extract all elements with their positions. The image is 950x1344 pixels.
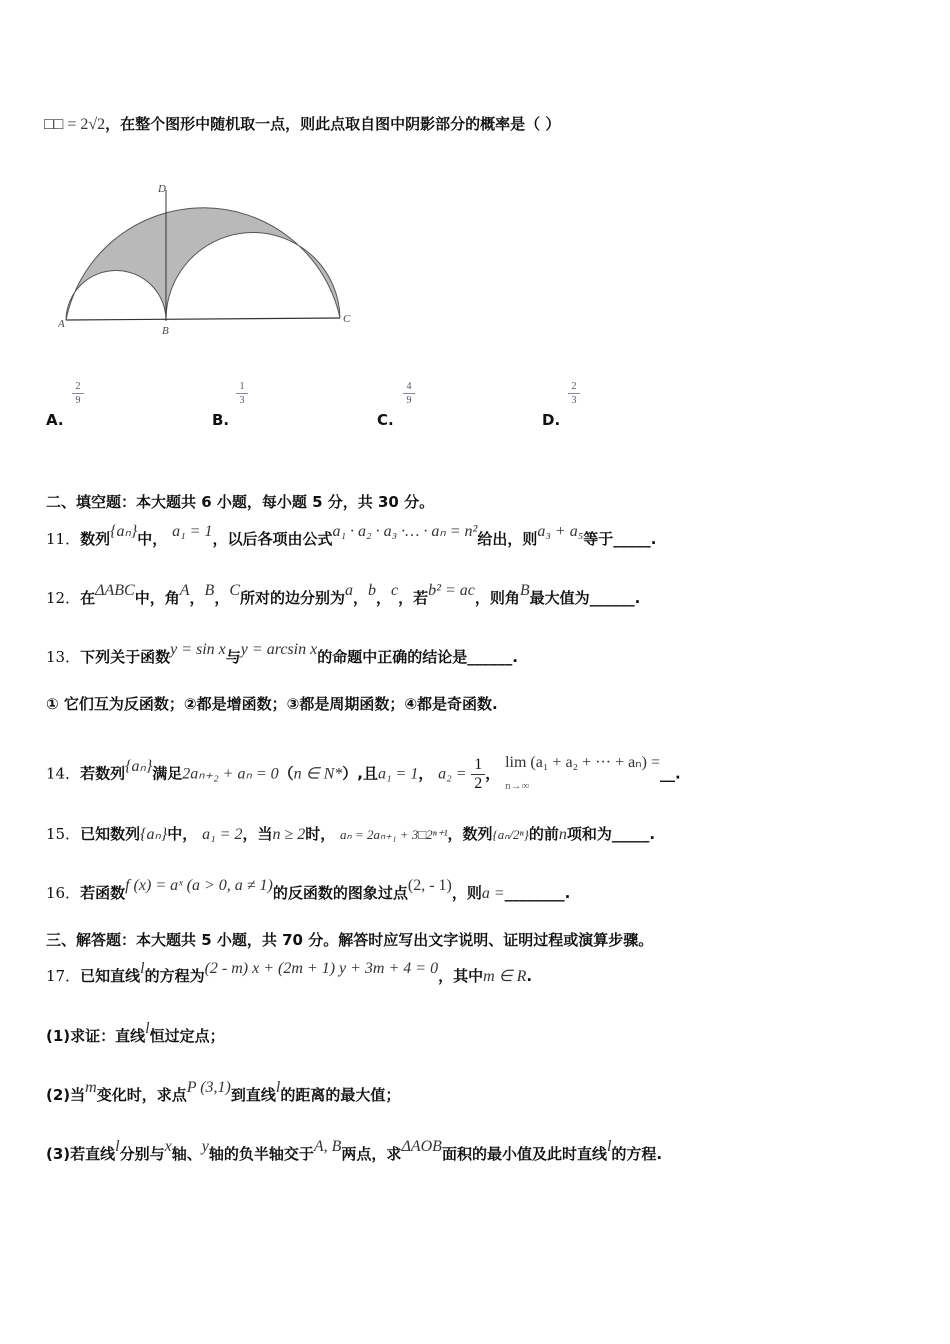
- option-a-fraction: 2 9: [72, 381, 84, 406]
- section2-heading: 二、填空题：本大题共 6 小题，每小题 5 分，共 30 分。: [46, 493, 435, 511]
- section3-heading: 三、解答题：本大题共 5 小题，共 70 分。解答时应写出文字说明、证明过程或演算步骤。: [46, 931, 654, 949]
- option-b-label: B.: [212, 411, 230, 429]
- option-a-label: A.: [46, 411, 64, 429]
- question-16: 16．若函数f (x) = aˣ (a > 0, a ≠ 1)的反函数的图象过点(2, - 1)，则a =________.: [46, 877, 571, 902]
- option-d-fraction: 2 3: [568, 381, 580, 406]
- question-14: 14．若数列{aₙ}满足2aₙ₊₂ + aₙ = 0（n ∈ N*）,且a₁ = 1， $a_2 = \frac{1}{2}$， lim (a₁ + a₂ + ··· + aₙ) = n→∞__.: [46, 752, 681, 797]
- question-15: 15．已知数列{aₙ}中， a₁ = 2，当n ≥ 2时， aₙ = 2aₙ₊₁ + 3□2ⁿ⁺¹，数列{aₙ/2ⁿ}的前n项和为_____.: [46, 825, 656, 843]
- question-13-choices: ① 它们互为反函数；②都是增函数；③都是周期函数；④都是奇函数.: [46, 695, 498, 713]
- option-b-fraction: 1 3: [236, 381, 248, 406]
- question-11: 11．数列{aₙ}中， a₁ = 1，以后各项由公式a₁ · a₂ · a₃ ·… · aₙ = n²给出，则a₃ + a₅等于_____.: [46, 523, 657, 548]
- q14-limit: lim (a₁ + a₂ + ··· + aₙ) = n→∞: [505, 754, 660, 792]
- question-13: 13．下列关于函数y = sin x与y = arcsin x的命题中正确的结论是______.: [46, 641, 518, 666]
- question-17-part-3: (3)若直线l分别与x轴、y轴的负半轴交于A, B两点，求ΔAOB面积的最小值及此时直线l的方程.: [46, 1138, 663, 1163]
- shaded-region: [66, 208, 340, 321]
- intro-line: [44, 113, 560, 136]
- question-17-part-2: (2)当m变化时，求点P (3,1)到直线l的距离的最大值；: [46, 1079, 401, 1104]
- label-c: C: [343, 313, 351, 325]
- question-17-part-1: (1)求证：直线l恒过定点；: [46, 1020, 225, 1045]
- semicircle-figure: [58, 180, 368, 340]
- intro-math: □□ = 2√2: [44, 116, 106, 133]
- question-17: 17．已知直线l的方程为(2 - m) x + (2m + 1) y + 3m + 4 = 0，其中m ∈ R.: [46, 960, 533, 985]
- label-d: D: [158, 183, 166, 195]
- option-d-label: D.: [542, 411, 561, 429]
- option-c-fraction: 4 9: [403, 381, 415, 406]
- q14-fraction: $\frac{1}{2}$: [471, 756, 485, 793]
- diameter-ac: [66, 318, 340, 320]
- option-c-label: C.: [377, 411, 394, 429]
- intro-text: ，在整个图形中随机取一点，则此点取自图中阴影部分的概率是（ ）: [105, 115, 561, 133]
- question-12: 12．在ΔABC中，角A，B，C所对的边分别为a，b，c，若b² = ac，则角B最大值为______.: [46, 582, 641, 607]
- label-b: B: [162, 325, 169, 337]
- label-a: A: [58, 318, 65, 330]
